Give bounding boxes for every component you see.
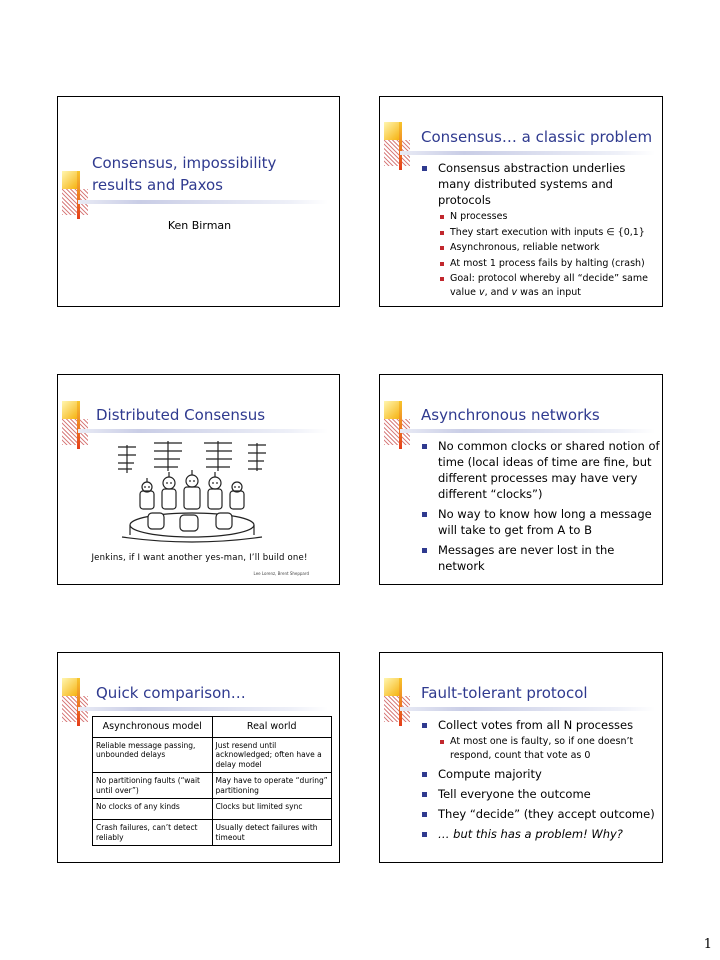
slide-decoration-icon bbox=[384, 122, 420, 170]
table-cell: Clocks but limited sync bbox=[212, 799, 332, 820]
title-underline bbox=[400, 707, 655, 711]
cartoon-caption: Jenkins, if I want another yes-man, I’ll build one! bbox=[91, 553, 308, 563]
sub-bullet-item: Asynchronous, reliable network bbox=[438, 241, 660, 255]
table-row bbox=[93, 799, 332, 820]
slide-title: Asynchronous networks bbox=[421, 406, 600, 424]
bullet-item: Consensus abstraction underlies many distributed systems and protocols bbox=[420, 160, 660, 208]
slide-quick-comparison bbox=[57, 652, 340, 863]
slide-decoration-icon bbox=[384, 401, 420, 449]
table-row bbox=[93, 737, 332, 773]
bullet-item: Collect votes from all N processes bbox=[420, 717, 660, 733]
sub-bullet-item: N processes bbox=[438, 210, 660, 224]
cartoon-robots-meeting-illustration bbox=[112, 437, 272, 545]
table-cell: Crash failures, can’t detect reliably bbox=[93, 820, 213, 846]
bullet-item: Messages are never lost in the network bbox=[420, 542, 660, 574]
slide-title bbox=[57, 96, 340, 307]
comparison-table bbox=[92, 716, 332, 846]
slide-consensus-problem bbox=[379, 96, 663, 307]
slide-distributed-consensus bbox=[57, 374, 340, 585]
table-row bbox=[93, 773, 332, 799]
slide-title-line-1: Consensus, impossibility bbox=[92, 154, 277, 172]
table-header-cell: Real world bbox=[212, 717, 332, 738]
page-number: 1 bbox=[703, 937, 712, 952]
title-underline bbox=[78, 200, 328, 204]
sub-bullet-item: They start execution with inputs ∈ {0,1} bbox=[438, 226, 660, 240]
title-underline bbox=[78, 707, 328, 711]
slide-fault-tolerant-protocol bbox=[379, 652, 663, 863]
slide-title: Distributed Consensus bbox=[96, 406, 266, 424]
table-cell: No partitioning faults (“wait until over”) bbox=[93, 773, 213, 799]
sub-bullet-item-goal: Goal: protocol whereby all “decide” same value v, and v was an input bbox=[438, 272, 660, 299]
bullet-item: Tell everyone the outcome bbox=[420, 786, 660, 802]
slide-decoration-icon bbox=[384, 678, 420, 726]
title-underline bbox=[78, 429, 328, 433]
table-cell: Just resend until acknowledged; often have a delay model bbox=[212, 737, 332, 773]
table-header-row bbox=[93, 717, 332, 738]
bullet-item: They “decide” (they accept outcome) bbox=[420, 806, 660, 822]
title-underline bbox=[400, 151, 655, 155]
table-header-cell: Asynchronous model bbox=[93, 717, 213, 738]
bullet-list bbox=[420, 717, 660, 842]
slide-title: Consensus… a classic problem bbox=[421, 128, 653, 146]
bullet-list bbox=[420, 160, 660, 299]
slide-title: Quick comparison… bbox=[96, 684, 246, 702]
table-cell: Reliable message passing, unbounded delays bbox=[93, 737, 213, 773]
table-cell: Usually detect failures with timeout bbox=[212, 820, 332, 846]
table-cell: May have to operate “during” partitioning bbox=[212, 773, 332, 799]
sub-bullet-item: At most one is faulty, so if one doesn’t respond, count that vote as 0 bbox=[438, 735, 660, 762]
title-underline bbox=[400, 429, 655, 433]
bullet-item: No way to know how long a message will take to get from A to B bbox=[420, 506, 660, 538]
bullet-item: No common clocks or shared notion of time (local ideas of time are fine, but different processes may have very different “clocks”) bbox=[420, 438, 660, 502]
bullet-item: … but this has a problem! Why? bbox=[420, 826, 660, 842]
slide-title-line-2: results and Paxos bbox=[92, 176, 223, 194]
bullet-list bbox=[420, 438, 660, 574]
bullet-item: Compute majority bbox=[420, 766, 660, 782]
table-cell: No clocks of any kinds bbox=[93, 799, 213, 820]
slide-title: Fault-tolerant protocol bbox=[421, 684, 588, 702]
cartoon-credit: Lee Lorenz, Brent Sheppard bbox=[253, 571, 309, 576]
author-name: Ken Birman bbox=[167, 219, 232, 232]
table-row bbox=[93, 820, 332, 846]
sub-bullet-item: At most 1 process fails by halting (crash) bbox=[438, 257, 660, 271]
slide-asynchronous-networks bbox=[379, 374, 663, 585]
slide-decoration-icon bbox=[62, 401, 98, 449]
